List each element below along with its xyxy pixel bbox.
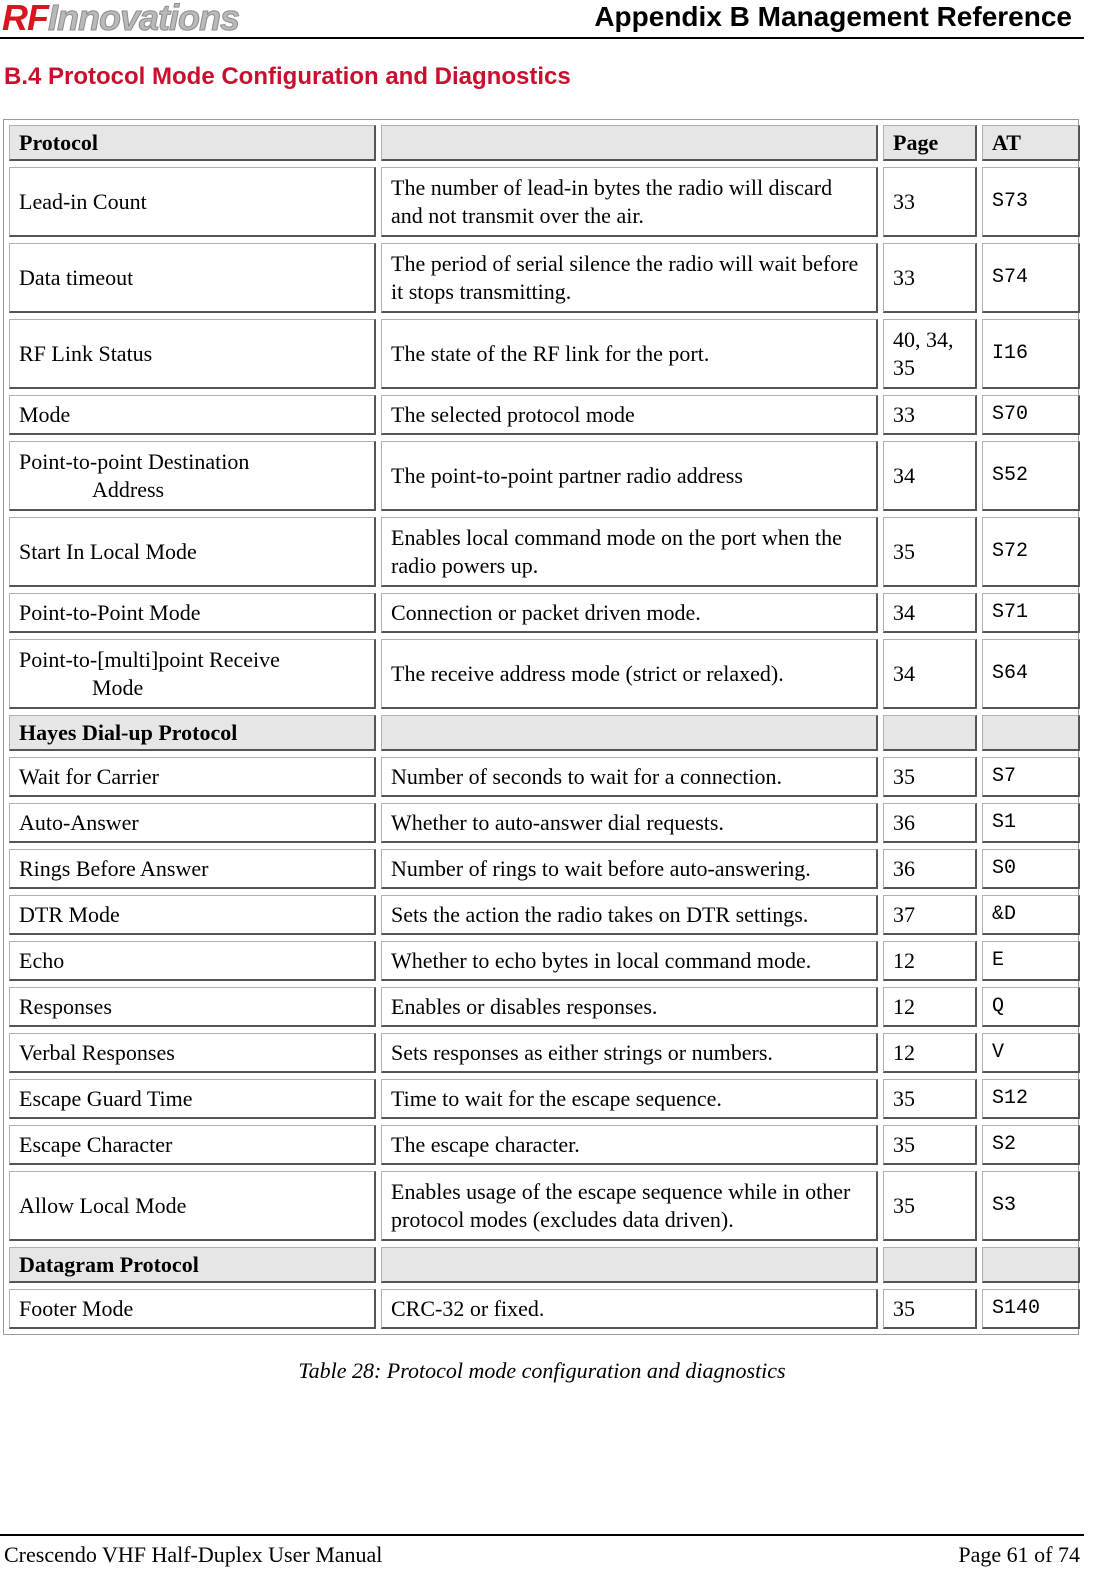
section-title: B.4 Protocol Mode Configuration and Diagnostics [4,63,571,90]
row-page: 12 [883,987,977,1027]
row-page: 35 [883,1289,977,1329]
row-at-command: S71 [982,593,1080,633]
row-at-command: S74 [982,243,1080,313]
row-description: Whether to echo bytes in local command mode. [381,941,878,981]
section-header-row [9,1247,1080,1283]
row-description: The state of the RF link for the port. [381,319,878,389]
header-description [381,125,878,161]
row-at-command: S52 [982,441,1080,511]
table-row [9,1033,1080,1073]
table-row [9,803,1080,843]
table-row [9,593,1080,633]
row-name: Wait for Carrier [9,757,376,797]
row-name-line1: Point-to-[multi]point Receive [19,646,280,672]
row-description: The escape character. [381,1125,878,1165]
table-row [9,849,1080,889]
footer-page-number: Page 61 of 74 [958,1542,1080,1567]
row-name: RF Link Status [9,319,376,389]
row-name: DTR Mode [9,895,376,935]
row-description: Enables local command mode on the port when the radio powers up. [381,517,878,587]
row-description: The period of serial silence the radio will wait before it stops transmitting. [381,243,878,313]
row-page: 35 [883,1125,977,1165]
protocol-table [3,119,1079,1335]
header-page: Page [883,125,977,161]
company-logo [2,0,239,38]
row-name: Verbal Responses [9,1033,376,1073]
row-description: Connection or packet driven mode. [381,593,878,633]
table-row [9,1079,1080,1119]
row-at-command: I16 [982,319,1080,389]
row-description: CRC-32 or fixed. [381,1289,878,1329]
row-description: Number of rings to wait before auto-answering. [381,849,878,889]
table-header-row [9,125,1080,161]
row-name: Allow Local Mode [9,1171,376,1241]
row-at-command: S73 [982,167,1080,237]
row-name: Escape Character [9,1125,376,1165]
row-description: Enables or disables responses. [381,987,878,1027]
row-description: The receive address mode (strict or relaxed). [381,639,878,709]
table-row [9,243,1080,313]
section-header-datagram: Datagram Protocol [9,1247,376,1283]
row-at-command: S140 [982,1289,1080,1329]
table-row [9,639,1080,709]
row-at-command: S2 [982,1125,1080,1165]
row-at-command: Q [982,987,1080,1027]
row-page: 40, 34, 35 [883,319,977,389]
row-name-line1: Point-to-point Destination [19,448,250,474]
row-name: Data timeout [9,243,376,313]
row-page: 33 [883,395,977,435]
running-head: Appendix B Management Reference [594,1,1072,32]
row-page: 35 [883,757,977,797]
row-page: 12 [883,1033,977,1073]
row-name: Responses [9,987,376,1027]
row-page: 12 [883,941,977,981]
table-row [9,757,1080,797]
row-name [9,441,376,511]
row-description: Time to wait for the escape sequence. [381,1079,878,1119]
table-row [9,1289,1080,1329]
row-at-command: S1 [982,803,1080,843]
row-description: Sets the action the radio takes on DTR settings. [381,895,878,935]
table-row [9,319,1080,389]
logo-innovations-text: Innovations [48,0,240,38]
table-row [9,167,1080,237]
row-page: 34 [883,639,977,709]
row-description: The selected protocol mode [381,395,878,435]
row-at-command: S70 [982,395,1080,435]
logo-rf-text: RF [2,0,48,38]
row-at-command: S0 [982,849,1080,889]
row-page: 33 [883,167,977,237]
row-page: 34 [883,441,977,511]
row-at-command: E [982,941,1080,981]
row-name: Echo [9,941,376,981]
table-row [9,441,1080,511]
row-name: Mode [9,395,376,435]
row-description: Enables usage of the escape sequence while in other protocol modes (excludes data driven). [381,1171,878,1241]
row-name: Footer Mode [9,1289,376,1329]
row-page: 35 [883,517,977,587]
row-description: Sets responses as either strings or numbers. [381,1033,878,1073]
row-at-command: S3 [982,1171,1080,1241]
table-row [9,1171,1080,1241]
row-name: Start In Local Mode [9,517,376,587]
table-row [9,517,1080,587]
row-name: Auto-Answer [9,803,376,843]
row-page: 36 [883,849,977,889]
section-header-row [9,715,1080,751]
row-at-command: S12 [982,1079,1080,1119]
row-page: 37 [883,895,977,935]
table-row [9,395,1080,435]
row-description: The number of lead-in bytes the radio will discard and not transmit over the air. [381,167,878,237]
header-at: AT [982,125,1080,161]
row-description: Whether to auto-answer dial requests. [381,803,878,843]
row-at-command: S72 [982,517,1080,587]
table-row [9,895,1080,935]
row-name: Point-to-Point Mode [9,593,376,633]
row-name-line2: Address [92,476,165,502]
row-page: 36 [883,803,977,843]
row-page: 35 [883,1079,977,1119]
header-protocol: Protocol [9,125,376,161]
table-row [9,941,1080,981]
page-header [0,0,1084,39]
row-name [9,639,376,709]
row-description: The point-to-point partner radio address [381,441,878,511]
table-row [9,987,1080,1027]
row-at-command: S7 [982,757,1080,797]
row-page: 35 [883,1171,977,1241]
row-at-command: S64 [982,639,1080,709]
table-caption: Table 28: Protocol mode configuration and diagnostics [298,1358,786,1383]
row-page: 33 [883,243,977,313]
row-name: Rings Before Answer [9,849,376,889]
row-at-command: V [982,1033,1080,1073]
row-name-line2: Mode [92,674,144,700]
row-at-command: &D [982,895,1080,935]
row-name: Lead-in Count [9,167,376,237]
row-name: Escape Guard Time [9,1079,376,1119]
table-row [9,1125,1080,1165]
section-header-hayes: Hayes Dial-up Protocol [9,715,376,751]
page-footer [0,1534,1084,1593]
footer-manual-title: Crescendo VHF Half-Duplex User Manual [4,1542,383,1567]
row-page: 34 [883,593,977,633]
row-description: Number of seconds to wait for a connection. [381,757,878,797]
